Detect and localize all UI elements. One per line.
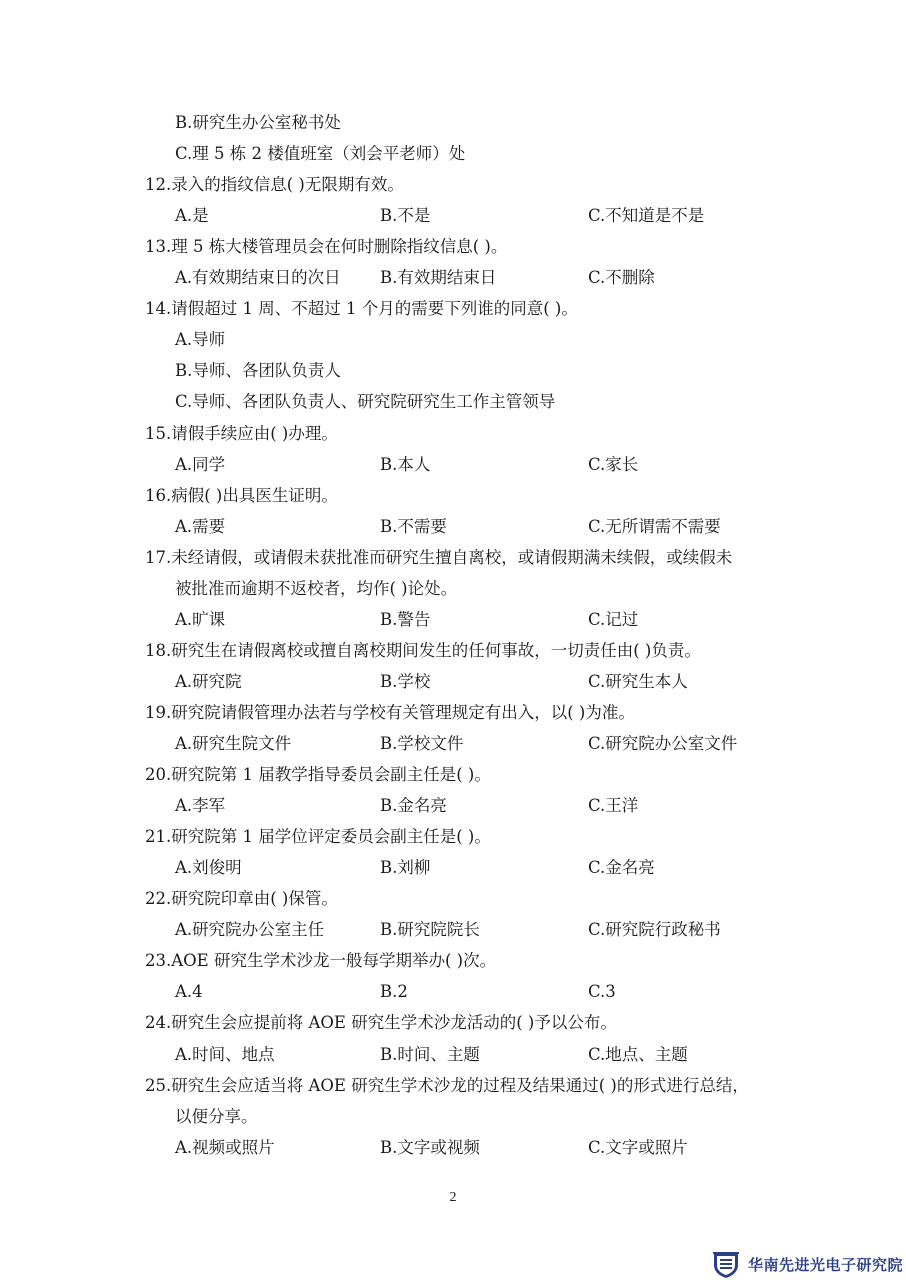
option-c: C.不知道是不是 <box>588 206 705 225</box>
option-c: C.记过 <box>588 610 639 629</box>
option-a: A.有效期结束日的次日 <box>175 268 341 287</box>
option-a: A.刘俊明 <box>175 858 242 877</box>
crest-icon <box>710 1248 742 1280</box>
option-b: B.刘柳 <box>380 858 431 877</box>
option-b: B.研究院院长 <box>380 920 480 939</box>
option-a: A.同学 <box>175 455 226 474</box>
option-c: C.地点、主题 <box>588 1045 688 1064</box>
option-line: B.研究生办公室秘书处 <box>175 113 341 132</box>
option-a: A.研究院 <box>175 672 242 691</box>
option-a: A.旷课 <box>175 610 226 629</box>
option-a: A.研究院办公室主任 <box>175 920 325 939</box>
question-text: 22.研究院印章由( )保管。 <box>145 889 338 908</box>
question-text: 16.病假( )出具医生证明。 <box>145 486 338 505</box>
option-b: B.学校 <box>380 672 431 691</box>
option-c: C.文字或照片 <box>588 1138 688 1157</box>
option-c: C.3 <box>588 982 616 1001</box>
option-a: A.时间、地点 <box>175 1045 275 1064</box>
option-a: A.视频或照片 <box>175 1138 275 1157</box>
option-b: B.本人 <box>380 455 431 474</box>
option-b: B.警告 <box>380 610 431 629</box>
option-c: C.金名亮 <box>588 858 655 877</box>
option-line: C.理 5 栋 2 楼值班室（刘会平老师）处 <box>175 144 466 163</box>
option-a: A.李军 <box>175 796 226 815</box>
option-b: B.文字或视频 <box>380 1138 480 1157</box>
question-text: 21.研究院第 1 届学位评定委员会副主任是( )。 <box>145 827 491 846</box>
question-text: 18.研究生在请假离校或擅自离校期间发生的任何事故，一切责任由( )负责。 <box>145 641 701 660</box>
question-text: 19.研究院请假管理办法若与学校有关管理规定有出入，以( )为准。 <box>145 703 635 722</box>
question-text: 15.请假手续应由( )办理。 <box>145 424 338 443</box>
option-c: C.家长 <box>588 455 639 474</box>
option-c: C.王洋 <box>588 796 639 815</box>
option-a: A.是 <box>175 206 209 225</box>
option-a: A.研究生院文件 <box>175 734 292 753</box>
option-c: C.无所谓需不需要 <box>588 517 721 536</box>
option-b: B.不需要 <box>380 517 447 536</box>
option-b: B.有效期结束日 <box>380 268 497 287</box>
option-c: C.不删除 <box>588 268 655 287</box>
option-b: B.金名亮 <box>380 796 447 815</box>
option-b: B.学校文件 <box>380 734 464 753</box>
question-text-continuation: 被批准而逾期不返校者，均作( )论处。 <box>175 579 458 598</box>
option-b: B.不是 <box>380 206 431 225</box>
option-b: B.时间、主题 <box>380 1045 480 1064</box>
question-text-continuation: 以便分享。 <box>175 1107 258 1126</box>
question-text: 12.录入的指纹信息( )无限期有效。 <box>145 175 404 194</box>
question-text: 24.研究生会应提前将 AOE 研究生学术沙龙活动的( )予以公布。 <box>145 1013 617 1032</box>
option-b: B.2 <box>380 982 408 1001</box>
page-number: 2 <box>449 1190 457 1205</box>
question-text: 25.研究生会应适当将 AOE 研究生学术沙龙的过程及结果通过( )的形式进行总结， <box>145 1076 749 1095</box>
option-c: C.研究院办公室文件 <box>588 734 738 753</box>
option-line: A.导师 <box>175 330 226 349</box>
option-c: C.研究生本人 <box>588 672 688 691</box>
question-text: 14.请假超过 1 周、不超过 1 个月的需要下列谁的同意( )。 <box>145 299 578 318</box>
question-text: 23.AOE 研究生学术沙龙一般每学期举办( )次。 <box>145 951 497 970</box>
option-a: A.需要 <box>175 517 226 536</box>
option-line: B.导师、各团队负责人 <box>175 361 341 380</box>
question-text: 13.理 5 栋大楼管理员会在何时删除指纹信息( )。 <box>145 237 508 256</box>
question-text: 17.未经请假，或请假未获批准而研究生擅自离校，或请假期满未续假，或续假未 <box>145 548 733 567</box>
option-a: A.4 <box>175 982 203 1001</box>
institute-name: 华南先进光电子研究院 <box>748 1256 904 1274</box>
option-line: C.导师、各团队负责人、研究院研究生工作主管领导 <box>175 392 556 411</box>
option-c: C.研究院行政秘书 <box>588 920 721 939</box>
question-text: 20.研究院第 1 届教学指导委员会副主任是( )。 <box>145 765 491 784</box>
